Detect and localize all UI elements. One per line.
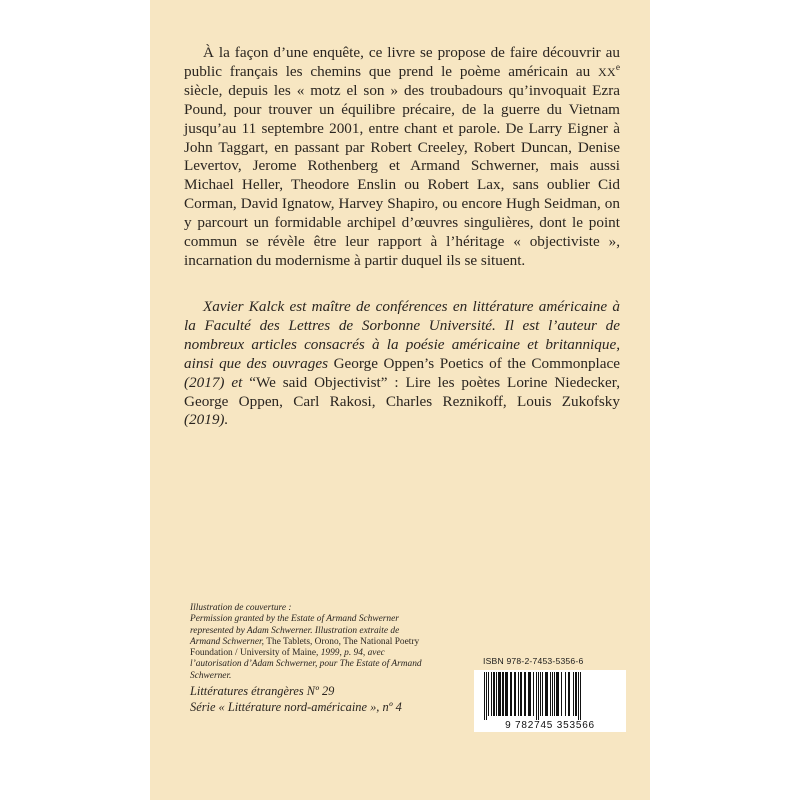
barcode <box>474 670 626 732</box>
barcode-bar <box>484 672 485 720</box>
barcode-bar <box>550 672 551 716</box>
barcode-bar <box>578 672 579 720</box>
isbn-block <box>474 656 626 732</box>
barcode-bar <box>528 672 531 716</box>
barcode-bar <box>561 672 562 716</box>
series-info <box>190 684 490 715</box>
barcode-bar <box>554 672 555 716</box>
book-summary <box>184 44 620 271</box>
credits-permission: Permission granted by the Estate of Armand Schwerner <box>190 614 399 625</box>
book-title-objectivist: “We said Objectivist” : Lire les poètes Lorine Niedecker, George Oppen, Carl Rakosi, Charles Reznikoff, Louis Zukofsky <box>184 373 621 410</box>
series-number: Littératures étrangères Nº 29 <box>190 684 335 698</box>
book-back-cover <box>150 0 650 800</box>
barcode-bar <box>505 672 508 716</box>
barcode-bar <box>568 672 570 716</box>
barcode-bar <box>573 672 574 716</box>
barcode-bars <box>474 670 626 720</box>
barcode-bar <box>486 672 487 720</box>
summary-text-start: À la façon d’une enquête, ce livre se propose de faire découvrir au public français les chemins que prend le poème américain au <box>184 44 620 80</box>
barcode-bar <box>498 672 501 716</box>
barcode-bar <box>540 672 541 716</box>
barcode-bar <box>488 672 489 716</box>
credits-source-text: represented by Adam Schwerner. Illustration extraite de Armand Schwerner, <box>190 625 400 647</box>
summary-text-end: siècle, depuis les « motz el son » des troubadours qu’invoquait Ezra Pound, pour trouver un équilibre précaire, de la guerre du Vietnam jusqu’au 11 septembre 2001, entre chant et parole. De Larry Eigner à John Taggart, en passant par Robert Creeley, Robert Duncan, Denise Levertov, Jerome Rothenberg et Armand Schwerner, mais aussi Michael Heller, Theodore Enslin ou Robert Lax, sans oublier Cid Corman, David Ignatow, Harvey Shapiro, ou encore Hugh Seidman, on y parcourt un formidable archipel d’œuvres singulières, dont le point commun se révèle être leur rapport à l’héritage « objectiviste », incarnation du modernisme à partir duquel ils se situent. <box>184 81 620 269</box>
barcode-bar <box>493 672 495 716</box>
century-suffix: e <box>615 62 620 73</box>
isbn-label: ISBN 978-2-7453-5356-6 <box>483 656 584 666</box>
barcode-bar <box>580 672 581 720</box>
barcode-bar <box>556 672 559 716</box>
barcode-number: 9 782745 353566 <box>505 720 595 731</box>
credits-heading: Illustration de couverture : <box>190 603 292 613</box>
barcode-bar <box>552 672 553 716</box>
cover-illustration-credits <box>190 603 428 682</box>
century-numeral: XX <box>598 64 616 79</box>
barcode-bar <box>496 672 497 716</box>
barcode-bar <box>524 672 526 716</box>
barcode-bar <box>565 672 566 716</box>
series-subseries: Série « Littérature nord-américaine », nº 4 <box>190 699 402 714</box>
author-bio-intro: Xavier Kalck est maître de conférences en littérature américaine à la Faculté des Lettres de Sorbonne Université. Il est l’auteur de nombreux articles consacrés à la poésie américaine et britannique, ainsi que des ouvrages <box>184 298 620 372</box>
barcode-bar <box>542 672 543 716</box>
book-year-2019: (2019). <box>184 411 229 429</box>
barcode-bar <box>538 672 539 720</box>
credits-source-end: 1999, p. 94, avec l’autorisation d’Adam Schwerner, pour The Estate of Armand Schwerner. <box>190 648 422 681</box>
barcode-bar <box>518 672 519 716</box>
author-biography <box>184 298 620 430</box>
credits-work-title: The Tablets, Orono, The National Poetry Foundation / University of Maine, <box>190 636 420 659</box>
barcode-bar <box>575 672 577 716</box>
barcode-bar <box>536 672 537 720</box>
book-title-oppen: George Oppen’s Poetics of the Commonplace <box>333 354 620 372</box>
barcode-bar <box>510 672 512 716</box>
barcode-bar <box>533 672 534 716</box>
book-year-2017: (2017) et <box>184 373 250 391</box>
barcode-bar <box>514 672 516 716</box>
barcode-bar <box>520 672 522 716</box>
barcode-bar <box>491 672 492 716</box>
barcode-bar <box>502 672 504 716</box>
barcode-bar <box>545 672 548 716</box>
credits-source <box>190 626 428 682</box>
